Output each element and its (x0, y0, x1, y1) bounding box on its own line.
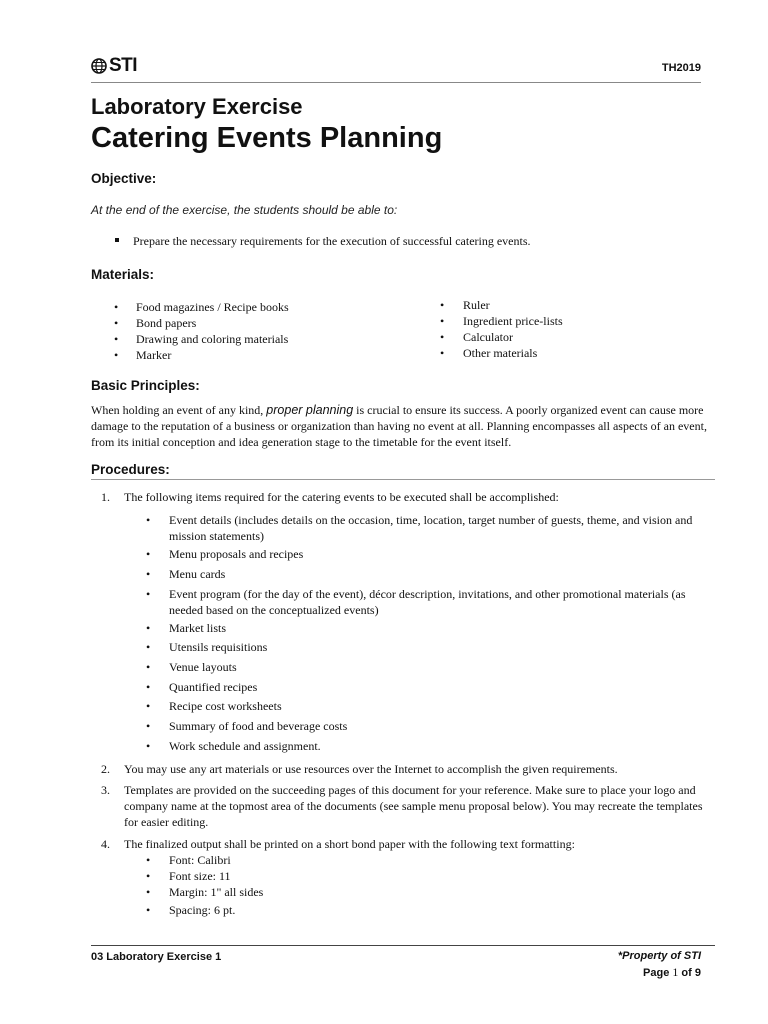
bullet-icon: • (146, 699, 151, 713)
step-text: The finalized output shall be printed on a short bond paper with the following text formatting: (124, 837, 575, 851)
bullet-icon: • (146, 719, 151, 733)
list-item: • Venue layouts (146, 660, 237, 674)
step-number: 4. (101, 837, 110, 851)
list-item: • Menu proposals and recipes (146, 547, 304, 561)
list-item: • Market lists (146, 621, 226, 635)
step-text: Templates are provided on the succeeding pages of this document for your reference. Make sure to place your logo and company name at the topmost area of the documents (see sample menu proposal below). You may recreate the templates for easier editing. (124, 783, 703, 829)
principles-paragraph: When holding an event of any kind, proper planning is crucial to ensure its success. A poorly organized event can cause more damage to the reputation of a business or organization than having no event at all. Planning encompasses all aspects of an event, from its initial conception and idea generation stage to the timetable for the event itself. (91, 403, 707, 449)
bullet-icon: • (146, 869, 151, 883)
list-item: • Other materials (440, 346, 538, 360)
procedures-heading: Procedures: (91, 462, 170, 477)
list-item: • Drawing and coloring materials (114, 332, 289, 346)
bullet-icon: • (440, 314, 445, 328)
bullet-icon: • (114, 348, 119, 362)
logo-text: STI (109, 55, 138, 76)
bullet-icon: • (146, 739, 151, 753)
list-item: • Menu cards (146, 567, 226, 581)
page-header (91, 54, 701, 83)
document-title: Catering Events Planning (91, 122, 443, 154)
step-number: 3. (101, 783, 110, 797)
bullet-icon: • (146, 853, 151, 867)
bullet-icon: • (146, 621, 151, 635)
objective-item: Prepare the necessary requirements for the execution of successful catering events. (133, 234, 531, 248)
bullet-icon: • (440, 298, 445, 312)
list-item: • Calculator (440, 330, 513, 344)
list-item: • Spacing: 6 pt. (146, 903, 236, 917)
footer-divider (91, 945, 715, 946)
list-item: • Ingredient price-lists (440, 314, 563, 328)
step-text: The following items required for the catering events to be executed shall be accomplished: (124, 490, 559, 504)
globe-icon (91, 58, 107, 74)
list-item: • Ruler (440, 298, 490, 312)
objective-heading: Objective: (91, 171, 157, 186)
square-bullet-icon (115, 238, 119, 242)
list-item: • Food magazines / Recipe books (114, 300, 289, 314)
step-number: 2. (101, 762, 110, 776)
list-item: • Event program (for the day of the event), décor description, invitations, and other promotional materials (as needed based on the conceptualized events) (146, 587, 686, 617)
list-item: • Utensils requisitions (146, 640, 268, 654)
sti-logo (91, 56, 137, 75)
bullet-icon: • (146, 680, 151, 694)
bullet-icon: • (440, 330, 445, 344)
list-item: • Work schedule and assignment. (146, 739, 321, 753)
bullet-icon: • (114, 300, 119, 314)
list-item: • Summary of food and beverage costs (146, 719, 348, 733)
materials-heading: Materials: (91, 267, 155, 282)
emphasis-text: proper planning (266, 403, 354, 417)
page-number: Page 1 of 9 (643, 965, 701, 979)
section-divider (91, 479, 715, 480)
bullet-icon: • (114, 332, 119, 346)
bullet-icon: • (146, 885, 151, 899)
bullet-icon: • (440, 346, 445, 360)
list-item: • Quantified recipes (146, 680, 258, 694)
footer-property: *Property of STI (617, 950, 701, 962)
bullet-icon: • (146, 547, 151, 561)
step-text: You may use any art materials or use resources over the Internet to accomplish the given requirements. (124, 762, 618, 776)
footer-title: 03 Laboratory Exercise 1 (91, 951, 222, 963)
list-item: • Font: Calibri (146, 853, 231, 867)
bullet-icon: • (146, 567, 151, 581)
list-item: • Bond papers (114, 316, 197, 330)
list-item: • Marker (114, 348, 172, 362)
bullet-icon: • (114, 316, 119, 330)
document-code: TH2019 (661, 62, 701, 74)
list-item: • Recipe cost worksheets (146, 699, 282, 713)
bullet-icon: • (146, 640, 151, 654)
list-item: • Margin: 1" all sides (146, 885, 264, 899)
bullet-icon: • (146, 903, 151, 917)
step-number: 1. (101, 490, 110, 504)
bullet-icon: • (146, 660, 151, 674)
bullet-icon: • (146, 587, 151, 601)
principles-heading: Basic Principles: (91, 378, 200, 393)
list-item: • Font size: 11 (146, 869, 231, 883)
list-item: • Event details (includes details on the occasion, time, location, target number of guests, theme, and vision and mission statements) (146, 513, 693, 543)
objective-intro: At the end of the exercise, the students should be able to: (91, 203, 398, 217)
document-kind: Laboratory Exercise (91, 94, 303, 119)
bullet-icon: • (146, 513, 151, 527)
